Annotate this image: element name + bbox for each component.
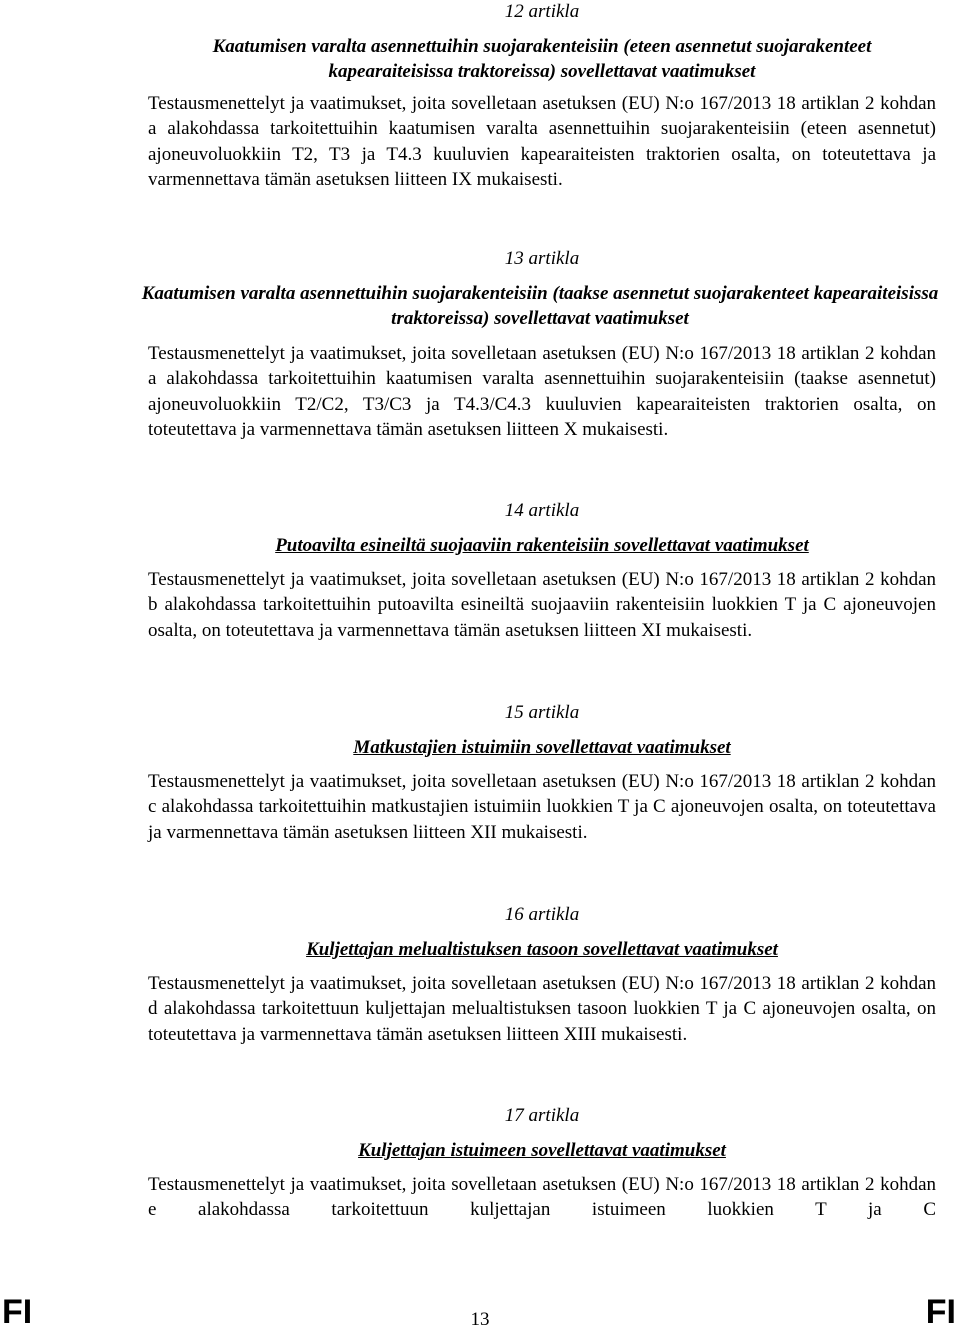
footer-language-code-right: FI bbox=[925, 1293, 956, 1331]
article-14 bbox=[148, 499, 936, 643]
article-body: Testausmenettelyt ja vaatimukset, joita sovelletaan asetuksen (EU) N:o 167/2013 18 artiklan 2 kohdan b alakohdassa tarkoitettuihin putoavilta esineiltä suojaaviin rakenteisiin luokkien T ja C ajoneuvojen osalta, on toteutettava ja varmennettava tämän asetuksen liitteen XI mukaisesti. bbox=[148, 569, 936, 641]
article-number: 15 artikla bbox=[504, 702, 580, 723]
article-body: Testausmenettelyt ja vaatimukset, joita sovelletaan asetuksen (EU) N:o 167/2013 18 artiklan 2 kohdan c alakohdassa tarkoitettuihin matkustajien istuimiin luokkien T ja C ajoneuvojen osalta, on toteutettava ja varmennettava tämän asetuksen liitteen XII mukaisesti. bbox=[148, 771, 936, 843]
article-title: Kaatumisen varalta asennettuihin suojarakenteisiin (eteen asennetut suojarakenteet kapearaiteisissa traktoreissa) sovellettavat vaatimukset bbox=[212, 36, 872, 82]
article-body: Testausmenettelyt ja vaatimukset, joita sovelletaan asetuksen (EU) N:o 167/2013 18 artiklan 2 kohdan e alakohdassa tarkoitettuun kuljettajan istuimeen luokkien T ja C bbox=[148, 1174, 936, 1221]
page-number: 13 bbox=[470, 1309, 490, 1330]
article-number: 12 artikla bbox=[504, 1, 580, 22]
footer-language-code-left: FI bbox=[2, 1293, 33, 1331]
article-title: Kaatumisen varalta asennettuihin suojarakenteisiin (taakse asennetut suojarakenteet kapearaiteisissa traktoreissa) sovellettavat vaatimukset bbox=[141, 283, 939, 329]
article-number: 13 artikla bbox=[504, 248, 580, 269]
article-15 bbox=[148, 701, 936, 845]
article-number: 14 artikla bbox=[504, 500, 580, 521]
article-12 bbox=[148, 0, 936, 193]
article-title: Kuljettajan istuimeen sovellettavat vaatimukset bbox=[358, 1140, 726, 1161]
article-body: Testausmenettelyt ja vaatimukset, joita sovelletaan asetuksen (EU) N:o 167/2013 18 artiklan 2 kohdan a alakohdassa tarkoitettuihin kaatumisen varalta asennettuihin suojarakenteisiin (eteen asennetut) ajoneuvoluokkiin T2, T3 ja T4.3 kuuluvien kapearaiteisten traktorien osalta, on toteutettava ja varmennettava tämän asetuksen liitteen IX mukaisesti. bbox=[148, 93, 936, 191]
article-13 bbox=[141, 247, 939, 443]
article-number: 16 artikla bbox=[504, 904, 580, 925]
article-title: Kuljettajan melualtistuksen tasoon sovellettavat vaatimukset bbox=[306, 939, 778, 960]
article-title: Matkustajien istuimiin sovellettavat vaatimukset bbox=[353, 737, 731, 758]
article-16 bbox=[148, 903, 936, 1047]
article-title: Putoavilta esineiltä suojaaviin rakenteisiin sovellettavat vaatimukset bbox=[275, 535, 809, 556]
article-17 bbox=[148, 1104, 936, 1223]
article-body: Testausmenettelyt ja vaatimukset, joita sovelletaan asetuksen (EU) N:o 167/2013 18 artiklan 2 kohdan d alakohdassa tarkoitettuun kuljettajan melualtistuksen tasoon luokkien T ja C ajoneuvojen osalta, on toteutettava ja varmennettava tämän asetuksen liitteen XIII mukaisesti. bbox=[148, 973, 936, 1045]
article-number: 17 artikla bbox=[504, 1105, 580, 1126]
article-body: Testausmenettelyt ja vaatimukset, joita sovelletaan asetuksen (EU) N:o 167/2013 18 artiklan 2 kohdan a alakohdassa tarkoitettuihin kaatumisen varalta asennettuihin suojarakenteisiin (taakse asennetut) ajoneuvoluokkiin T2/C2, T3/C3 ja T4.3/C4.3 kuuluvien kapearaiteisten traktorien osalta, on toteutettava ja varmennettava tämän asetuksen liitteen X mukaisesti. bbox=[148, 343, 936, 441]
